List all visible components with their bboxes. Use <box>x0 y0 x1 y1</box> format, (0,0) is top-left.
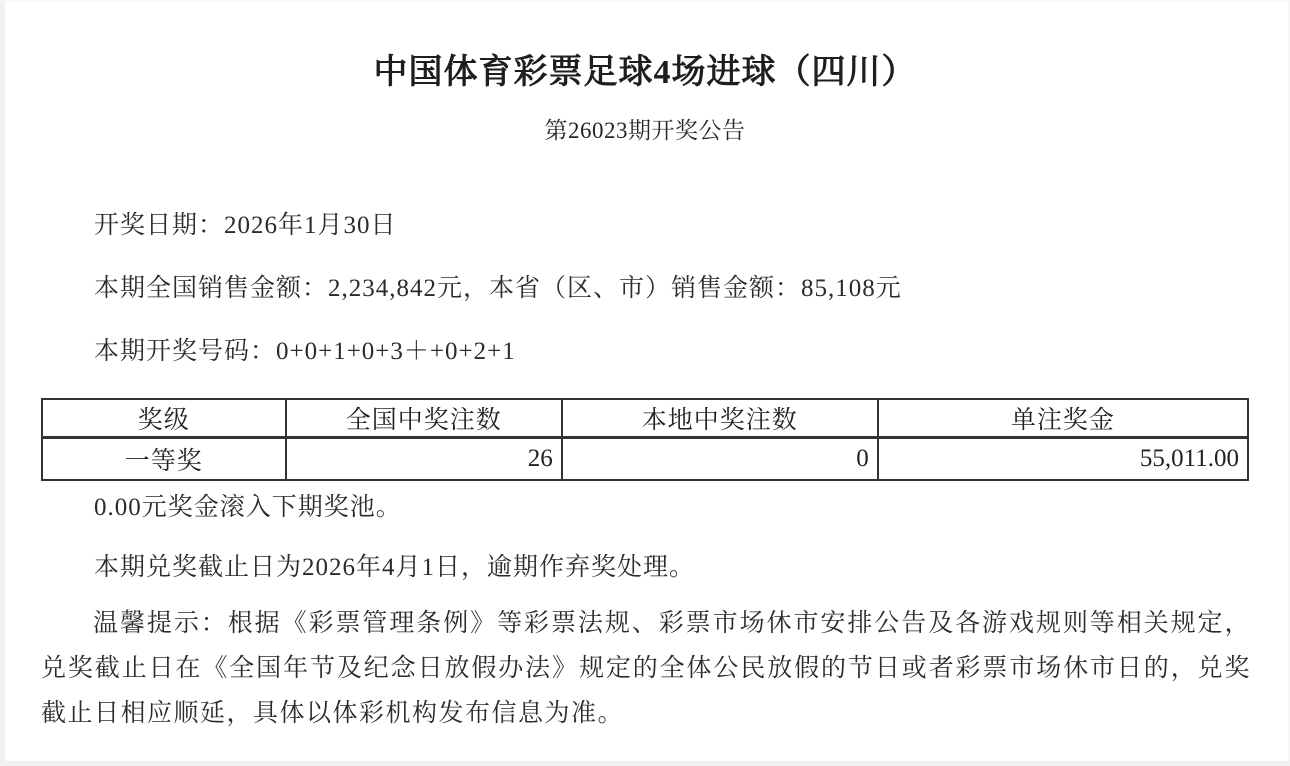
rollover-line: 0.00元奖金滚入下期奖池。 <box>94 494 402 521</box>
prize-level-header: 奖级 <box>42 399 286 438</box>
prize-table-row <box>42 438 1248 481</box>
page-title: 中国体育彩票足球4场进球（四川） <box>373 54 917 91</box>
single-prize-header: 单注奖金 <box>878 399 1248 438</box>
page-subtitle: 第26023期开奖公告 <box>544 118 746 143</box>
deadline-line: 本期兑奖截止日为2026年4月1日，逾期作弃奖处理。 <box>94 554 696 581</box>
national-count-header: 全国中奖注数 <box>286 399 562 438</box>
national-count-cell: 26 <box>286 438 562 481</box>
prize-table <box>41 398 1249 481</box>
prize-level-cell: 一等奖 <box>42 438 286 481</box>
draw-date-line: 开奖日期：2026年1月30日 <box>94 212 397 239</box>
local-count-header: 本地中奖注数 <box>562 399 878 438</box>
local-count-cell: 0 <box>562 438 878 481</box>
draw-numbers-line: 本期开奖号码：0+0+1+0+3＋+0+2+1 <box>94 338 516 365</box>
prize-table-header-row <box>42 399 1248 438</box>
sales-amount-line: 本期全国销售金额：2,234,842元，本省（区、市）销售金额：85,108元 <box>94 275 902 302</box>
single-prize-cell: 55,011.00 <box>878 438 1248 481</box>
tips-paragraph: 温馨提示：根据《彩票管理条例》等彩票法规、彩票市场休市安排公告及各游戏规则等相关规定，兑奖截止日在《全国年节及纪念日放假办法》规定的全体公民放假的节日或者彩票市场休市日的，兑奖截止日相应顺延，具体以体彩机构发布信息为准。 <box>41 610 1251 727</box>
